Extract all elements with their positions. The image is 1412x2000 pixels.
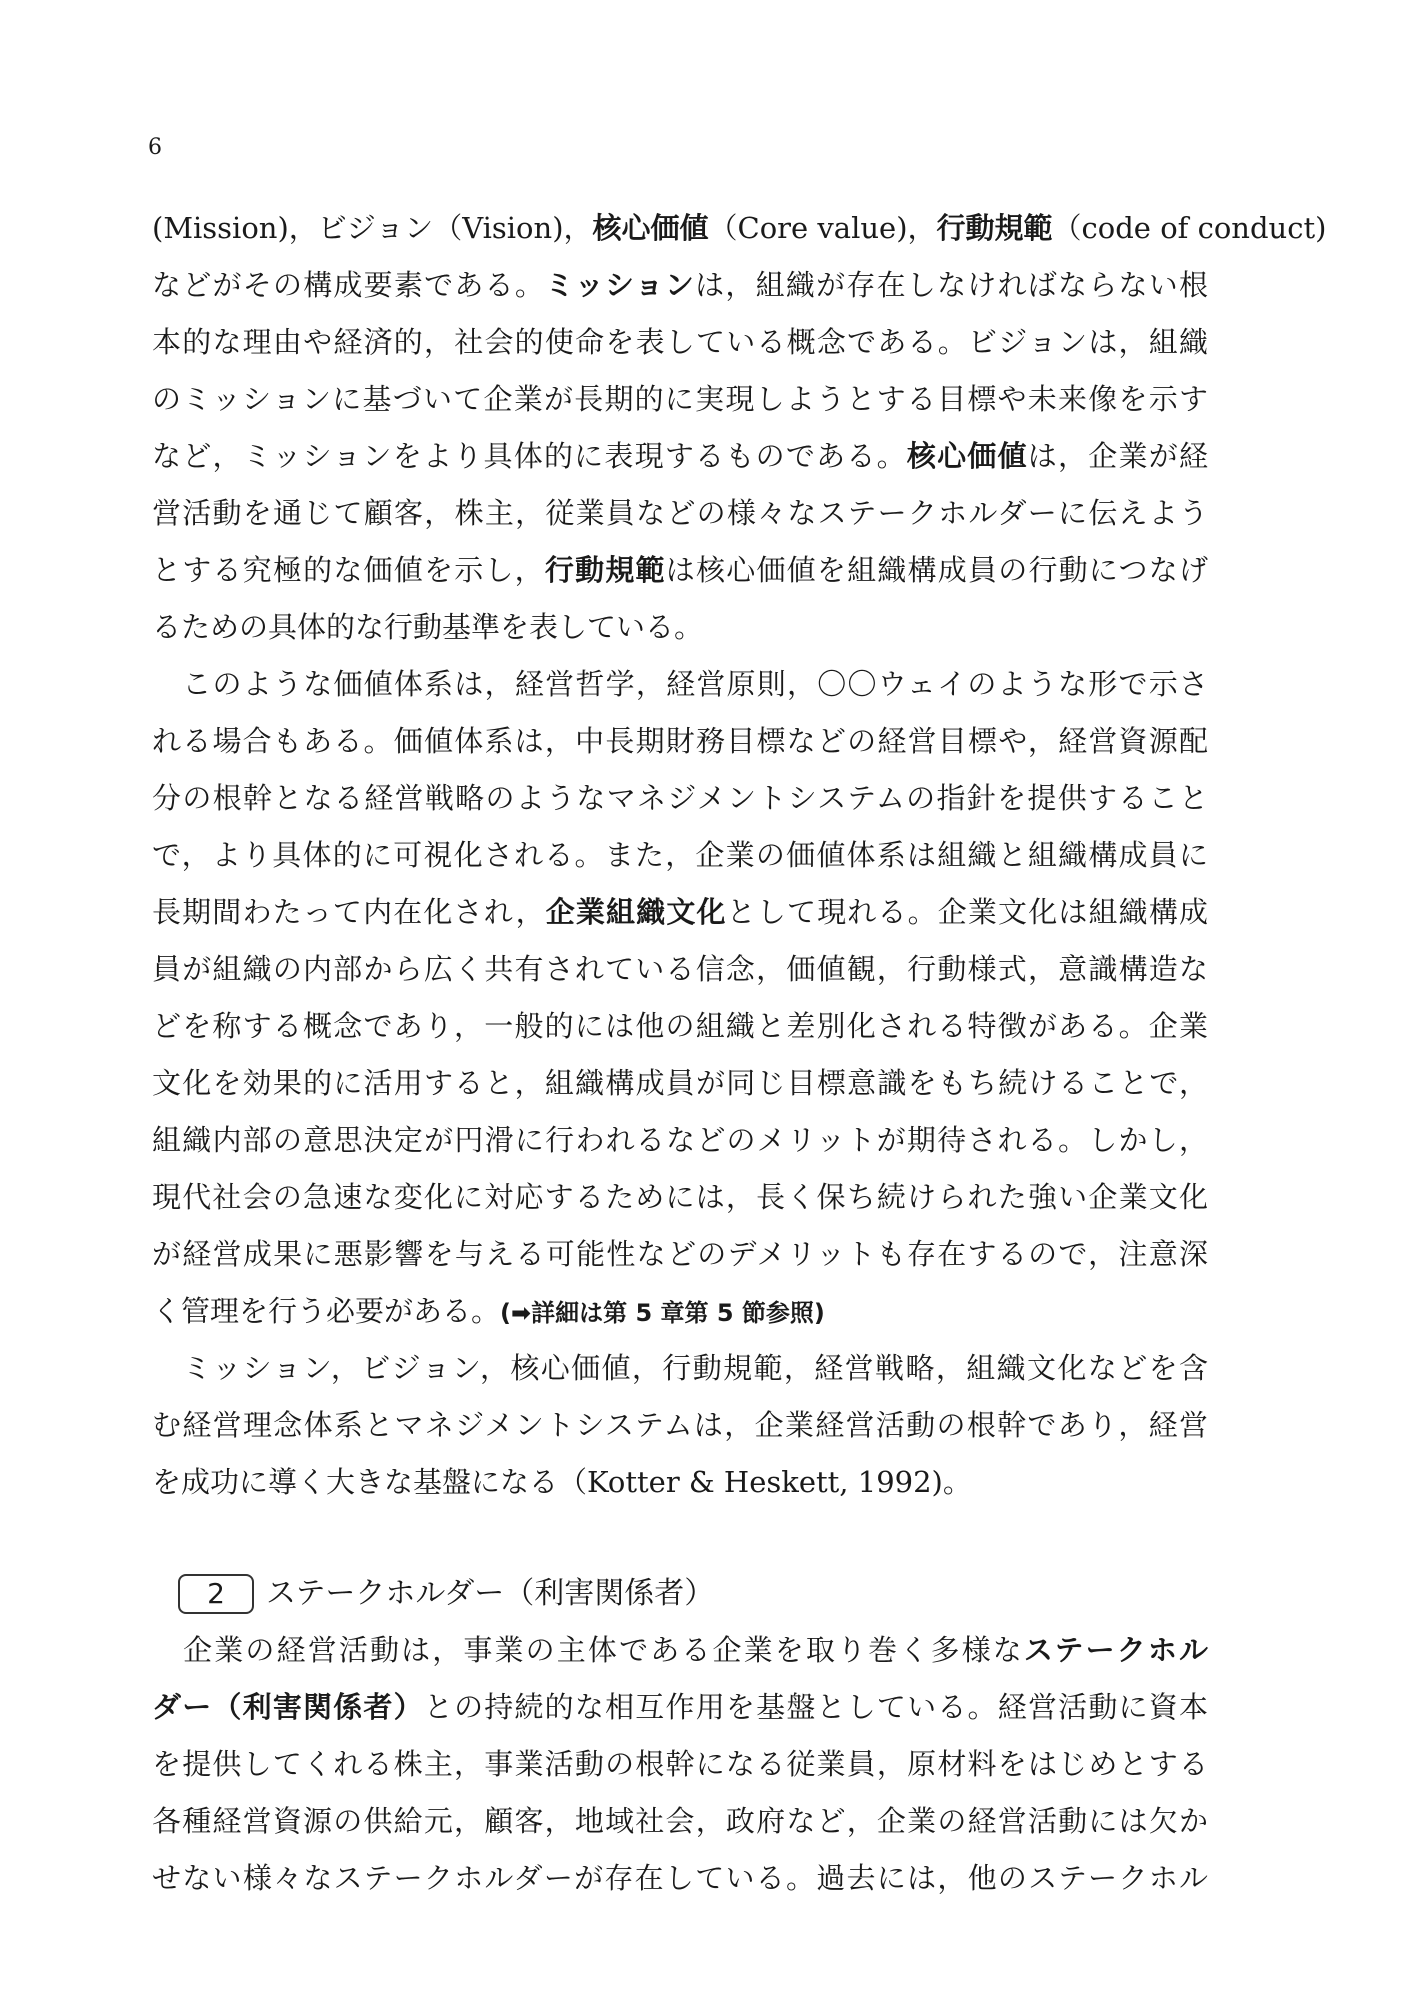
text-line: [152, 257, 1208, 314]
text-line: [152, 599, 1208, 656]
text-line: [152, 1226, 1208, 1283]
text-segment: く管理を行う必要がある。: [152, 1294, 501, 1328]
text-line: [152, 656, 1208, 713]
text-segment: 文化を効果的に活用すると，組織構成員が同じ目標意識をもち続けることで，: [152, 1066, 1208, 1100]
text-segment: を提供してくれる株主，事業活動の根幹になる従業員，原材料をはじめとする: [152, 1747, 1208, 1781]
section-heading: [152, 1565, 1208, 1622]
text-line: [152, 485, 1208, 542]
bold-term: 核心価値: [592, 211, 709, 245]
text-segment: ミッション，ビジョン，核心価値，行動規範，経営戦略，組織文化などを含: [152, 1351, 1208, 1385]
text-line: [152, 428, 1208, 485]
text-segment: が経営成果に悪影響を与える可能性などのデメリットも存在するので，注意深: [152, 1237, 1208, 1271]
text-segment: 現代社会の急速な変化に対応するためには，長く保ち続けられた強い企業文化: [152, 1180, 1208, 1214]
text-line: [152, 1169, 1208, 1226]
text-line: [152, 1736, 1208, 1793]
text-line: [152, 884, 1208, 941]
text-line: [152, 1622, 1208, 1679]
text-segment: 営活動を通じて顧客，株主，従業員などの様々なステークホルダーに伝えよう: [152, 496, 1208, 530]
section-title: ステークホルダー（利害関係者）: [266, 1576, 715, 1611]
text-line: [152, 1793, 1208, 1850]
bold-term: 行動規範: [544, 553, 666, 587]
section-number-box: 2: [178, 1574, 254, 1614]
text-line: [152, 770, 1208, 827]
text-line: [152, 542, 1208, 599]
text-line: [152, 1055, 1208, 1112]
text-segment: れる場合もある。価値体系は，中長期財務目標などの経営目標や，経営資源配: [152, 724, 1208, 758]
text-line: [152, 1850, 1208, 1907]
text-segment: 企業の経営活動は，事業の主体である企業を取り巻く多様な: [152, 1633, 1024, 1667]
text-line: [152, 1112, 1208, 1169]
text-segment: は核心価値を組織構成員の行動につなげ: [665, 553, 1208, 587]
text-segment: （Core value)，: [708, 211, 937, 245]
bold-term: ステークホル: [1023, 1633, 1208, 1667]
text-segment: 員が組織の内部から広く共有されている信念，価値観，行動様式，意識構造な: [152, 952, 1208, 986]
bold-term: ダー（利害関係者）: [152, 1690, 424, 1724]
text-segment: （code of conduct): [1052, 211, 1327, 245]
text-line: [152, 1397, 1208, 1454]
text-segment: との持続的な相互作用を基盤としている。経営活動に資本: [423, 1690, 1208, 1724]
text-line: [152, 314, 1208, 371]
text-segment: を成功に導く大きな基盤になる（Kotter & Heskett, 1992)。: [152, 1465, 972, 1499]
text-line: [152, 1679, 1208, 1736]
text-segment: 長期間わたって内在化され，: [152, 895, 546, 929]
section-paragraph-block: [152, 1622, 1208, 1907]
text-line: [152, 941, 1208, 998]
text-segment: (Mission)，ビジョン（Vision)，: [152, 211, 593, 245]
text-segment: は，組織が存在しなければならない根: [695, 268, 1208, 302]
text-segment: このような価値体系は，経営哲学，経営原則，〇〇ウェイのような形で示さ: [152, 667, 1208, 701]
text-line: [152, 200, 1327, 257]
text-segment: 本的な理由や経済的，社会的使命を表している概念である。ビジョンは，組織: [152, 325, 1208, 359]
text-line: [152, 827, 1208, 884]
text-segment: として現れる。企業文化は組織構成: [726, 895, 1208, 929]
text-segment: とする究極的な価値を示し，: [152, 553, 545, 587]
section-spacer: [152, 1511, 1208, 1565]
text-line: [152, 998, 1208, 1055]
bold-term: ミッション: [545, 268, 696, 302]
text-segment: む経営理念体系とマネジメントシステムは，企業経営活動の根幹であり，経営: [152, 1408, 1208, 1442]
text-segment: 組織内部の意思決定が円滑に行われるなどのメリットが期待される。しかし，: [152, 1123, 1208, 1157]
text-segment: などがその構成要素である。: [152, 268, 546, 302]
text-segment: どを称する概念であり，一般的には他の組織と差別化される特徴がある。企業: [152, 1009, 1208, 1043]
text-segment: 各種経営資源の供給元，顧客，地域社会，政府など，企業の経営活動には欠か: [152, 1804, 1208, 1838]
text-segment: るための具体的な行動基準を表している。: [152, 610, 704, 644]
text-line: [152, 371, 1208, 428]
text-segment: は，企業が経: [1027, 439, 1208, 473]
paragraph-block: [152, 200, 1327, 1511]
text-line: [152, 1340, 1208, 1397]
body-text: [152, 200, 1327, 1907]
text-line: [152, 1283, 1208, 1340]
text-segment: など，ミッションをより具体的に表現するものである。: [152, 439, 907, 473]
text-segment: のミッションに基づいて企業が長期的に実現しようとする目標や未来像を示す: [152, 382, 1208, 416]
text-segment: で，より具体的に可視化される。また，企業の価値体系は組織と組織構成員に: [152, 838, 1208, 872]
text-segment: せない様々なステークホルダーが存在している。過去には，他のステークホル: [152, 1861, 1208, 1895]
bold-term: 行動規範: [936, 211, 1053, 245]
page-number: 6: [148, 135, 162, 160]
bold-term: 企業組織文化: [545, 895, 727, 929]
text-segment: 分の根幹となる経営戦略のようなマネジメントシステムの指針を提供すること: [152, 781, 1208, 815]
bold-term: 核心価値: [906, 439, 1028, 473]
bold-term: (➡詳細は第 5 章第 5 節参照): [500, 1299, 825, 1327]
text-line: [152, 713, 1208, 770]
text-line: [152, 1454, 1208, 1511]
